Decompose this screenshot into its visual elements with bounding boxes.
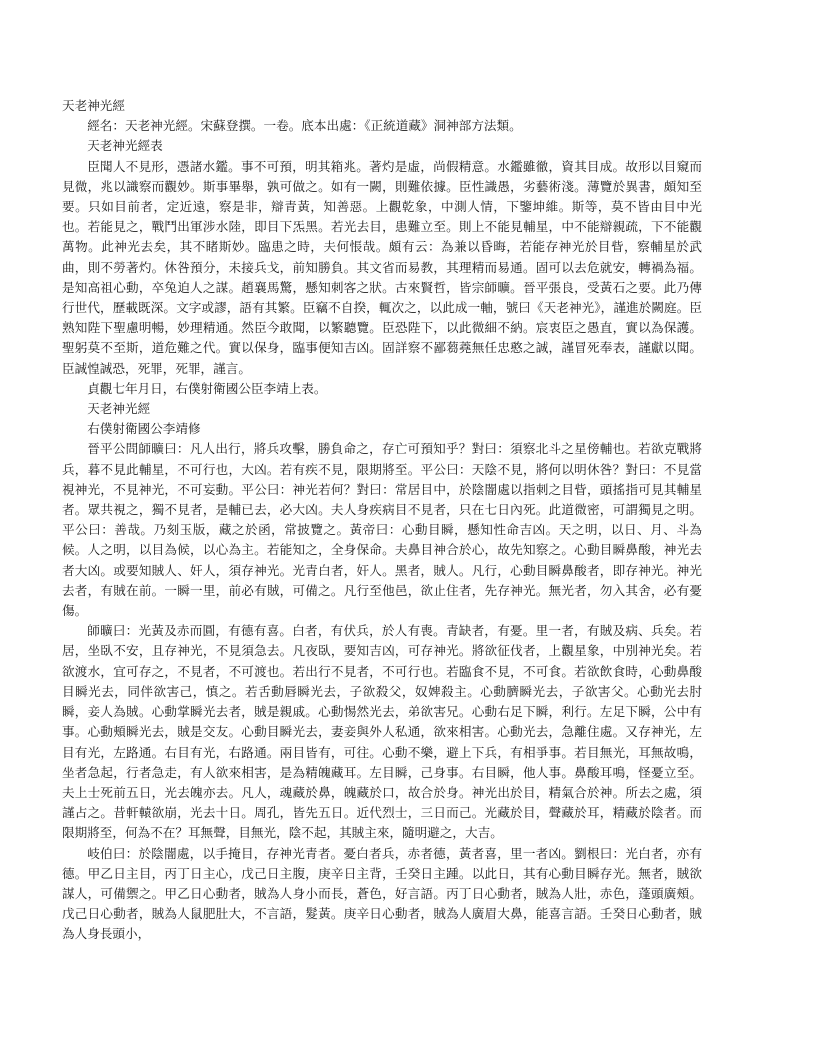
scripture-metadata: 經名：天老神光經。宋蘇登撰。一卷。底本出處：《正統道藏》洞神部方法類。 (87, 118, 522, 134)
dialogue-qibo: 岐伯曰：於陰闇處，以手掩目，存神光青者。憂白者兵，赤者德，黃者喜，里一者凶。劉根曰：光白者，亦有德。甲乙日主目，丙丁日主心，戊己日主腹，庚辛日主背，壬癸日主踵。以此日，其有心動目瞬存光。無者，賊欲謀人，可備禦之。甲乙日心動者，賊為人身小而長，蒼色，好言語。丙丁日心動者，賊為人壯，赤色，蓬頭廣頰。戊己日心動者，賊為人鼠肥肚大，不言語，髮黃。庚辛日心動者，賊為人廣眉大鼻，能喜言語。壬癸日心動者，賊為人身長頭小， (62, 845, 702, 942)
dialogue-shikuang-part-1: 晉平公問師曠曰：凡人出行，將兵攻擊，勝負命之，存亡可預知乎？對曰：須察北斗之星傍輔也。若欲克戰將兵，暮不見此輔星，不可行也，大凶。若有疾不見，限期將至。平公曰：天陰不見，將何以明休咎？對曰：不見當視神光，不見神光，不可妄動。平公曰：神光若何？對曰：常居目中，於陰闇處以指刺之目眥，頭搖指可見其輔星者。眾共視之，獨不見者，是輔已去，必大凶。夫人身疾病目不見者，只在七日內死。此道微密，可謂獨見之明。平公曰：善哉。乃刻玉版，藏之於函，常披覽之。黃帝曰：心動目瞬，懸知性命吉凶。天之明，以日、月、斗為候。人之明，以目為候，以心為主。若能知之，全身保命。夫鼻目神合於心，故先知察之。心動目瞬鼻酸，神光去者大凶。或要知賊人、奸人，須存神光。光青白者，奸人。黑者，賊人。凡行，心動目瞬鼻酸者，即存神光。神光去者，有賊在前。一瞬一里，前必有賊，可備之。凡行至他邑，欲止住者，先存神光。無光者，勿入其舍，必有憂傷。 (62, 441, 702, 619)
memorial-heading: 天老神光經表 (87, 138, 163, 154)
memorial-body: 臣聞人不見形，憑諸水鑑。事不可預，明其箱兆。著灼是虛，尚假精意。水鑑雖徹，資其目成。故形以目窺而見微，兆以識察而觀妙。斯事畢舉，孰可做之。如有一闕，則難依據。臣性識愚，劣藝術淺。薄覽於異書，頗知至要。只如目前者，定近遠，察是非，辯青黃，知善惡。上觀乾象，中測人情，下鑒坤維。斯等，莫不皆由目中光也。若能見之，戰鬥出軍涉水陸，即目下炁黑。若光去目，患難立至。則上不能見輔星，中不能辯親疏，下不能觀萬物。此神光去矣，其不睹斯妙。臨患之時，夫何悵哉。頗有云：為兼以昏晦，若能存神光於目眥，察輔星於武曲，則不勞著灼。休咎預分，未接兵戈，前知勝負。其文省而易教，其理精而易通。固可以去危就安，轉禍為福。是知高祖心動，卒兔迫人之謀。趙襄馬驚，懸知刺客之狀。古來賢哲，皆宗師曠。晉平張良，受黃石之要。此乃傳行世代，歷載既深。文字或謬，語有其繁。臣竊不自揆，輒次之，以此成一軸，號曰《天老神光》，謹進於闕庭。臣熟知陛下聖慮明暢，妙理精通。然臣今敢聞，以繁聽覽。臣恐陛下，以此微細不納。宸衷臣之愚直，實以為保護。聖躬莫不至斯，道危難之代。實以保身，臨事便知吉凶。固詳察不鄙蒭蕘無任忠憨之誠，謹冒死奉表，謹獻以聞。臣誠惶誠恐，死罪，死罪，謹言。 (62, 158, 702, 376)
title-heading: 天老神光經 (62, 98, 125, 113)
memorial-signature: 貞觀七年月日，右僕射衛國公臣李靖上表。 (87, 380, 327, 396)
scripture-heading: 天老神光經 (87, 401, 151, 417)
scripture-attribution: 右僕射衛國公李靖修 (87, 421, 201, 437)
document-body (62, 96, 702, 945)
dialogue-shikuang-part-2: 師曠曰：光黃及赤而圓，有德有喜。白者，有伏兵，於人有喪。青缺者，有憂。里一者，有賊及病、兵矣。若居，坐臥不安，且存神光，不見須急去。凡夜臥，要知吉凶，可存神光。將欲征伐者，上觀星象，中別神光矣。若欲渡水，宜可存之，不見者，不可渡也。若出行不見者，不可行也。若臨食不見，不可食。若欲飲食時，心動鼻酸目瞬光去，同伴欲害己，慎之。若舌動唇瞬光去，子欲殺父，奴婢殺主。心動臍瞬光去，子欲害父。心動光去肘瞬，妾人為賊。心動掌瞬光去者，賊是親戚。心動惕然光去，弟欲害兄。心動右足下瞬，利行。左足下瞬，公中有事。心動頰瞬光去，賊是交友。心動目瞬光去，妻妾與外人私通，欲來相害。心動光去，急離住處。又存神光，左目有光，左路通。右目有光，右路通。兩目皆有，可往。心動不樂，避上下兵，有相爭事。若目無光，耳無故鳴，坐者急起，行者急走，有人欲來相害，是為精魄藏耳。左目瞬，己身事。右目瞬，他人事。鼻酸耳鳴，怪憂立至。夫上士死前五日，光去魄亦去。凡人，魂藏於鼻，魄藏於口，故合於身。神光出於目，精氣合於神。所去之處，須謹占之。昔軒轅欲崩，光去十日。周孔，皆先五日。近代烈士，三日而己。光藏於目，聲藏於耳，精藏於陰者。而限期將至，何為不在？耳無聲，目無光，陰不起，其賊主來，隨明避之，大吉。 (62, 623, 702, 841)
